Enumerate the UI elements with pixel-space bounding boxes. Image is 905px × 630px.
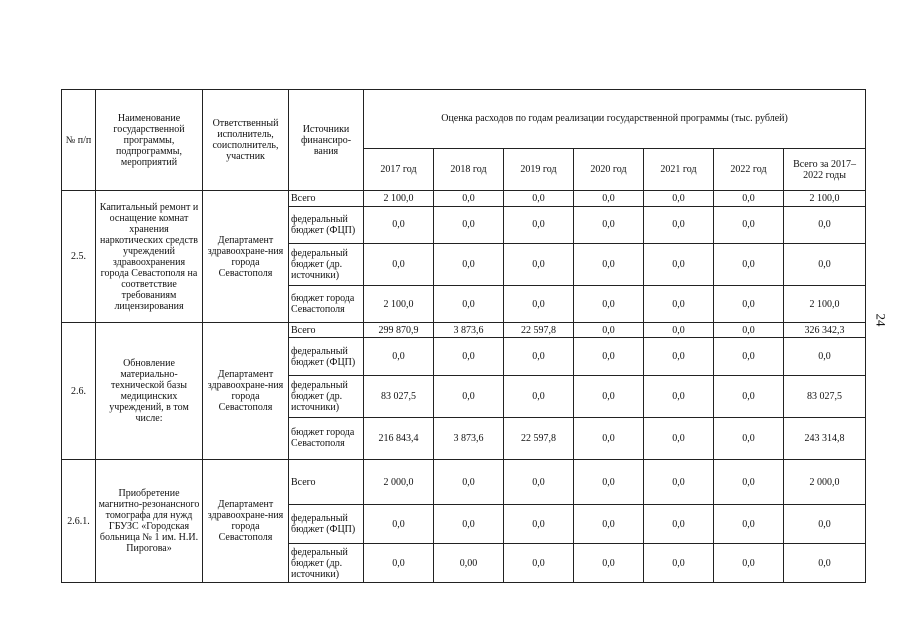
value-cell: 0,0 xyxy=(504,191,574,206)
value-cell: 0,0 xyxy=(504,460,574,505)
value-cell: 0,0 xyxy=(714,376,784,418)
value-cell: 0,0 xyxy=(714,285,784,323)
value-cell: 0,0 xyxy=(504,285,574,323)
value-cell: 0,0 xyxy=(574,323,644,338)
header-year: 2017 год xyxy=(364,148,434,191)
value-cell: 0,0 xyxy=(574,285,644,323)
value-cell: 0,0 xyxy=(364,206,434,244)
value-cell: 0,0 xyxy=(574,460,644,505)
header-year: 2020 год xyxy=(574,148,644,191)
group-responsible: Департамент здравоохране-ния города Севастополя xyxy=(203,191,289,323)
header-year: 2019 год xyxy=(504,148,574,191)
value-cell: 0,0 xyxy=(504,206,574,244)
value-cell: 2 000,0 xyxy=(364,460,434,505)
value-cell: 0,0 xyxy=(644,417,714,460)
value-cell: 0,0 xyxy=(784,206,866,244)
group-name: Капитальный ремонт и оснащение комнат хранения наркотических средств учреждений здравоохранения города Севастополя на соответствие требованиям лицензирования xyxy=(96,191,203,323)
value-cell: 83 027,5 xyxy=(784,376,866,418)
value-cell: 0,0 xyxy=(504,244,574,286)
value-cell: 0,0 xyxy=(784,338,866,376)
value-cell: 299 870,9 xyxy=(364,323,434,338)
value-cell: 0,0 xyxy=(644,504,714,544)
header-year: 2022 год xyxy=(714,148,784,191)
value-cell: 0,0 xyxy=(434,285,504,323)
header-num: № п/п xyxy=(62,90,96,191)
source-cell: бюджет города Севастополя xyxy=(289,417,364,460)
value-cell: 0,0 xyxy=(434,460,504,505)
value-cell: 0,0 xyxy=(434,504,504,544)
source-cell: федеральный бюджет (ФЦП) xyxy=(289,338,364,376)
header-responsible: Ответственный исполнитель, соисполнитель, участник xyxy=(203,90,289,191)
value-cell: 0,0 xyxy=(714,544,784,583)
value-cell: 0,0 xyxy=(574,338,644,376)
value-cell: 0,0 xyxy=(434,376,504,418)
value-cell: 0,00 xyxy=(434,544,504,583)
value-cell: 0,0 xyxy=(504,504,574,544)
source-cell: федеральный бюджет (ФЦП) xyxy=(289,206,364,244)
group-num: 2.6. xyxy=(62,323,96,460)
value-cell: 2 000,0 xyxy=(784,460,866,505)
table-row xyxy=(62,323,866,338)
value-cell: 0,0 xyxy=(644,323,714,338)
header-total: Всего за 2017–2022 годы xyxy=(784,148,866,191)
value-cell: 0,0 xyxy=(434,191,504,206)
value-cell: 0,0 xyxy=(364,504,434,544)
table-row xyxy=(62,191,866,206)
value-cell: 22 597,8 xyxy=(504,417,574,460)
table-row xyxy=(62,460,866,505)
budget-table xyxy=(61,89,866,583)
value-cell: 0,0 xyxy=(784,504,866,544)
header-sources: Источники финансиро-вания xyxy=(289,90,364,191)
group-name: Приобретение магнитно-резонансного томографа для нужд ГБУЗС «Городская больница № 1 им. Н.И. Пирогова» xyxy=(96,460,203,583)
source-cell: бюджет города Севастополя xyxy=(289,285,364,323)
value-cell: 0,0 xyxy=(364,244,434,286)
value-cell: 0,0 xyxy=(714,460,784,505)
group-responsible: Департамент здравоохране-ния города Севастополя xyxy=(203,460,289,583)
value-cell: 22 597,8 xyxy=(504,323,574,338)
value-cell: 0,0 xyxy=(644,338,714,376)
value-cell: 2 100,0 xyxy=(364,285,434,323)
value-cell: 0,0 xyxy=(574,206,644,244)
group-name: Обновление материально-технической базы медицинских учреждений, в том числе: xyxy=(96,323,203,460)
value-cell: 0,0 xyxy=(574,376,644,418)
value-cell: 0,0 xyxy=(644,191,714,206)
value-cell: 0,0 xyxy=(504,544,574,583)
value-cell: 0,0 xyxy=(574,191,644,206)
value-cell: 0,0 xyxy=(504,338,574,376)
table-body xyxy=(62,191,866,583)
source-cell: Всего xyxy=(289,323,364,338)
source-cell: Всего xyxy=(289,191,364,206)
value-cell: 3 873,6 xyxy=(434,323,504,338)
value-cell: 0,0 xyxy=(714,191,784,206)
value-cell: 2 100,0 xyxy=(364,191,434,206)
value-cell: 0,0 xyxy=(644,376,714,418)
value-cell: 0,0 xyxy=(504,376,574,418)
value-cell: 0,0 xyxy=(434,244,504,286)
value-cell: 0,0 xyxy=(714,504,784,544)
value-cell: 0,0 xyxy=(644,544,714,583)
value-cell: 3 873,6 xyxy=(434,417,504,460)
header-year: 2018 год xyxy=(434,148,504,191)
source-cell: федеральный бюджет (ФЦП) xyxy=(289,504,364,544)
value-cell: 0,0 xyxy=(644,206,714,244)
value-cell: 0,0 xyxy=(644,285,714,323)
value-cell: 0,0 xyxy=(434,206,504,244)
source-cell: Всего xyxy=(289,460,364,505)
value-cell: 0,0 xyxy=(364,338,434,376)
value-cell: 0,0 xyxy=(714,338,784,376)
group-num: 2.6.1. xyxy=(62,460,96,583)
value-cell: 2 100,0 xyxy=(784,285,866,323)
source-cell: федеральный бюджет (др. источники) xyxy=(289,376,364,418)
value-cell: 0,0 xyxy=(714,417,784,460)
source-cell: федеральный бюджет (др. источники) xyxy=(289,544,364,583)
source-cell: федеральный бюджет (др. источники) xyxy=(289,244,364,286)
value-cell: 0,0 xyxy=(574,244,644,286)
value-cell: 0,0 xyxy=(644,460,714,505)
value-cell: 0,0 xyxy=(784,544,866,583)
value-cell: 0,0 xyxy=(714,206,784,244)
header-year: 2021 год xyxy=(644,148,714,191)
header-name: Наименование государственной программы, подпрограммы, мероприятий xyxy=(96,90,203,191)
value-cell: 216 843,4 xyxy=(364,417,434,460)
value-cell: 0,0 xyxy=(364,544,434,583)
value-cell: 0,0 xyxy=(714,244,784,286)
group-responsible: Департамент здравоохране-ния города Севастополя xyxy=(203,323,289,460)
page-number: 24 xyxy=(873,313,889,327)
value-cell: 83 027,5 xyxy=(364,376,434,418)
group-num: 2.5. xyxy=(62,191,96,323)
value-cell: 0,0 xyxy=(574,417,644,460)
value-cell: 0,0 xyxy=(574,504,644,544)
value-cell: 326 342,3 xyxy=(784,323,866,338)
value-cell: 0,0 xyxy=(434,338,504,376)
header-estimate: Оценка расходов по годам реализации государственной программы (тыс. рублей) xyxy=(364,90,866,149)
value-cell: 0,0 xyxy=(574,544,644,583)
value-cell: 0,0 xyxy=(714,323,784,338)
value-cell: 0,0 xyxy=(784,244,866,286)
value-cell: 2 100,0 xyxy=(784,191,866,206)
value-cell: 243 314,8 xyxy=(784,417,866,460)
value-cell: 0,0 xyxy=(644,244,714,286)
